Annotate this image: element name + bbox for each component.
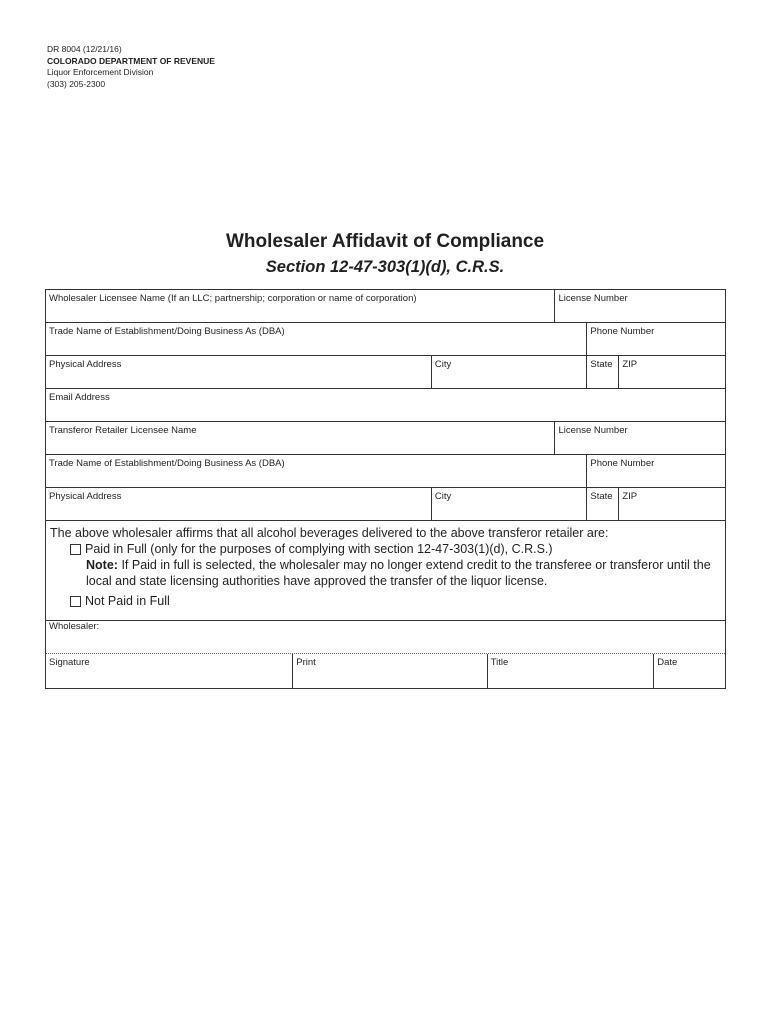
- note-text: [86, 557, 721, 589]
- form-id: DR 8004 (12/21/16): [47, 44, 122, 54]
- page-subtitle: Section 12-47-303(1)(d), C.R.S.: [265, 258, 505, 276]
- affidavit-form: [45, 289, 726, 689]
- form-row: [46, 356, 725, 389]
- not-paid-option[interactable]: [70, 593, 721, 609]
- phone-number-field[interactable]: Phone Number: [586, 455, 725, 487]
- paid-in-full-checkbox[interactable]: [70, 544, 81, 555]
- email-field[interactable]: Email Address: [49, 392, 110, 403]
- paid-in-full-option[interactable]: [70, 541, 721, 557]
- city-field[interactable]: City: [431, 356, 587, 388]
- phone-number-field[interactable]: Phone Number: [586, 323, 725, 355]
- form-header: [47, 44, 215, 90]
- division-name: Liquor Enforcement Division: [47, 67, 154, 77]
- affirmation-section: [46, 521, 725, 621]
- license-number-field[interactable]: License Number: [554, 290, 725, 322]
- wholesaler-field[interactable]: Wholesaler:: [49, 621, 100, 632]
- not-paid-label: Not Paid in Full: [85, 594, 170, 608]
- form-row: [46, 621, 725, 654]
- form-row: [46, 455, 725, 488]
- trade-name-field[interactable]: Trade Name of Establishment/Doing Business As (DBA): [49, 326, 285, 337]
- form-row: [46, 488, 725, 521]
- form-row: [46, 389, 725, 422]
- form-row: [46, 422, 725, 455]
- wholesaler-name-field[interactable]: Wholesaler Licensee Name (If an LLC; partnership; corporation or name of corporation): [49, 293, 417, 304]
- not-paid-checkbox[interactable]: [70, 596, 81, 607]
- zip-field[interactable]: ZIP: [618, 488, 725, 520]
- department-name: COLORADO DEPARTMENT OF REVENUE: [47, 55, 215, 66]
- state-field[interactable]: State: [586, 488, 618, 520]
- affirmation-statement: The above wholesaler affirms that all alcohol beverages delivered to the above transferor retailer are:: [50, 526, 609, 540]
- print-field[interactable]: Print: [292, 654, 486, 688]
- note-body: If Paid in full is selected, the wholesaler may no longer extend credit to the transferee or transferor until the local and state licensing authorities have approved the transfer of the liquor license.: [86, 558, 711, 588]
- form-row: [46, 654, 725, 688]
- physical-address-field[interactable]: Physical Address: [49, 491, 122, 502]
- physical-address-field[interactable]: Physical Address: [49, 359, 122, 370]
- page-title: Wholesaler Affidavit of Compliance: [225, 231, 545, 252]
- date-field[interactable]: Date: [653, 654, 725, 688]
- note-label: Note:: [86, 558, 118, 572]
- transferor-name-field[interactable]: Transferor Retailer Licensee Name: [49, 425, 197, 436]
- form-row: [46, 290, 725, 323]
- division-phone: (303) 205-2300: [47, 78, 106, 89]
- form-row: [46, 323, 725, 356]
- title-field[interactable]: Title: [487, 654, 654, 688]
- signature-field[interactable]: Signature: [49, 657, 90, 668]
- city-field[interactable]: City: [431, 488, 587, 520]
- trade-name-field[interactable]: Trade Name of Establishment/Doing Business As (DBA): [49, 458, 285, 469]
- zip-field[interactable]: ZIP: [618, 356, 725, 388]
- state-field[interactable]: State: [586, 356, 618, 388]
- license-number-field[interactable]: License Number: [554, 422, 725, 454]
- paid-in-full-label: Paid in Full (only for the purposes of complying with section 12-47-303(1)(d), C.R.S.): [85, 542, 553, 556]
